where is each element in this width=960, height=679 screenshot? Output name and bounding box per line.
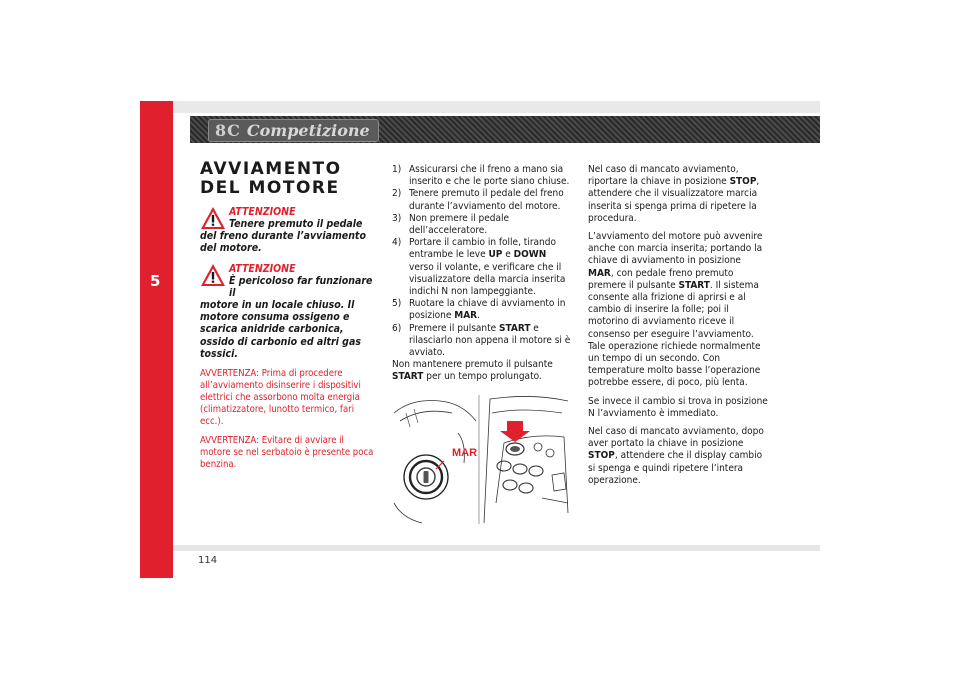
para-text: . Il sistema consente alla frizione di aprirsi e al cambio di inserire la folle; poi il motorino di avviamento riceve il consenso per eseguire l’avviamento. Tale operazione richiede normalmente un tempo di un secondo. Con temperature molto basse l’operazione potrebbe essere, di poco, più lenta. (588, 279, 761, 389)
step-item (392, 164, 572, 188)
step-item (392, 323, 572, 360)
step-text-post: . (477, 310, 480, 322)
page-title: AVVIAMENTO DEL MOTORE (200, 159, 342, 198)
mar-label: MAR (452, 447, 478, 459)
para-keyword: START (392, 371, 424, 383)
warning-text (200, 218, 376, 255)
paragraph (588, 426, 768, 487)
step-keyword: START (499, 322, 531, 334)
warning-box-1 (200, 206, 376, 255)
header-strip (173, 101, 820, 113)
para-keyword: START (678, 279, 710, 291)
step-keyword: DOWN (513, 249, 547, 261)
warning-triangle-icon (200, 263, 226, 287)
step-item (392, 237, 572, 298)
chapter-number: 5 (150, 272, 161, 290)
logo-competizione: Competizione (246, 121, 370, 140)
note-label: AVVERTENZA (200, 368, 257, 380)
step-number: 2) (392, 188, 402, 200)
para-keyword: STOP (588, 450, 615, 462)
ignition-panel (394, 401, 476, 524)
ignition-figure (392, 393, 572, 526)
step-text-pre: Portare il cambio in folle, tirando entrambe le leve (409, 237, 556, 261)
step-text-post: e rilasciarlo non appena il motore si è avviato. (409, 322, 571, 359)
paragraph (588, 231, 768, 390)
step-number: 3) (392, 212, 402, 224)
right-column (588, 164, 768, 493)
note-text: : Prima di procedere all’avviamento disinserire i dispositivi elettrici che assorbono molta energia (climatizzatore, lunotto termico, fari ecc.). (200, 368, 361, 428)
warning-heading: ATTENZIONE (229, 206, 296, 218)
warning-box-2 (200, 263, 376, 360)
brand-logo (208, 119, 379, 142)
paragraph (588, 396, 768, 420)
warning-text-first: È pericoloso far funzionare il (229, 274, 373, 299)
start-button-panel (484, 396, 568, 523)
down-arrow-icon (500, 421, 530, 442)
warning-text-first: Tenere premuto il pedale (229, 218, 363, 230)
para-keyword: STOP (729, 176, 757, 188)
para-text: , attendere che il display cambio si spenga e quindi ripetere l’intera operazione. (588, 450, 763, 486)
para-text: , attendere che il visualizzatore marcia inserita si spenga prima di ripetere la procedura. (588, 176, 760, 224)
chapter-tab (140, 101, 173, 578)
after-steps-note (392, 359, 572, 383)
step-keyword: MAR (454, 310, 478, 322)
paragraph (588, 164, 768, 225)
warning-triangle-icon (200, 206, 226, 230)
step-number: 5) (392, 298, 402, 310)
step-text-pre: Ruotare la chiave di avviamento in posizione (409, 298, 566, 322)
middle-column (392, 164, 572, 388)
para-text: per un tempo prolungato. (423, 371, 542, 383)
steps-list (392, 164, 572, 359)
step-keyword: UP (488, 249, 503, 261)
step-text-pre: Premere il pulsante (409, 322, 500, 334)
para-text: Se invece il cambio si trova in posizione N l’avviamento è immediato. (588, 395, 768, 419)
step-item (392, 188, 572, 212)
note-1 (200, 368, 376, 428)
step-number: 6) (392, 322, 402, 334)
step-text-post: verso il volante, e verificare che il visualizzatore della marcia inserita indichi N non lampeggiante. (409, 261, 566, 298)
para-text: L’avviamento del motore può avvenire anche con marcia inserita; portando la chiave di avviamento in posizione (588, 231, 763, 267)
para-text: , con pedale freno premuto premere il pulsante (588, 267, 734, 291)
step-text-mid: e (502, 249, 514, 261)
para-text: Nel caso di mancato avviamento, dopo aver portato la chiave in posizione (588, 426, 764, 450)
step-item (392, 298, 572, 322)
warning-text-rest: del freno durante l’avviamento del motore. (200, 230, 366, 255)
para-text: Nel caso di mancato avviamento, riportare la chiave in posizione (588, 164, 739, 188)
footer-line (173, 545, 820, 551)
step-number: 1) (392, 164, 402, 175)
step-text: Tenere premuto il pedale del freno durante l’avviamento del motore. (409, 188, 564, 212)
warning-text (200, 275, 376, 360)
step-text: Non premere il pedale dell’acceleratore. (409, 212, 510, 237)
step-item (392, 213, 572, 237)
warning-heading: ATTENZIONE (229, 262, 296, 275)
warning-text-rest: motore in un locale chiuso. Il motore consuma ossigeno e scarica anidride carbonica, ossido di carbonio ed altri gas tossici. (200, 299, 361, 360)
page-number: 114 (198, 555, 218, 566)
logo-8c: 8C (215, 121, 241, 140)
para-keyword: MAR (588, 267, 611, 279)
note-2 (200, 435, 376, 471)
step-number: 4) (392, 237, 402, 249)
note-text: : Evitare di avviare il motore se nel serbatoio è presente poca benzina. (200, 435, 374, 471)
step-text: Assicurarsi che il freno a mano sia inserito e che le porte siano chiuse. (409, 164, 570, 188)
note-label: AVVERTENZA (200, 435, 257, 447)
left-column (200, 160, 376, 478)
para-text: Non mantenere premuto il pulsante (392, 359, 553, 371)
